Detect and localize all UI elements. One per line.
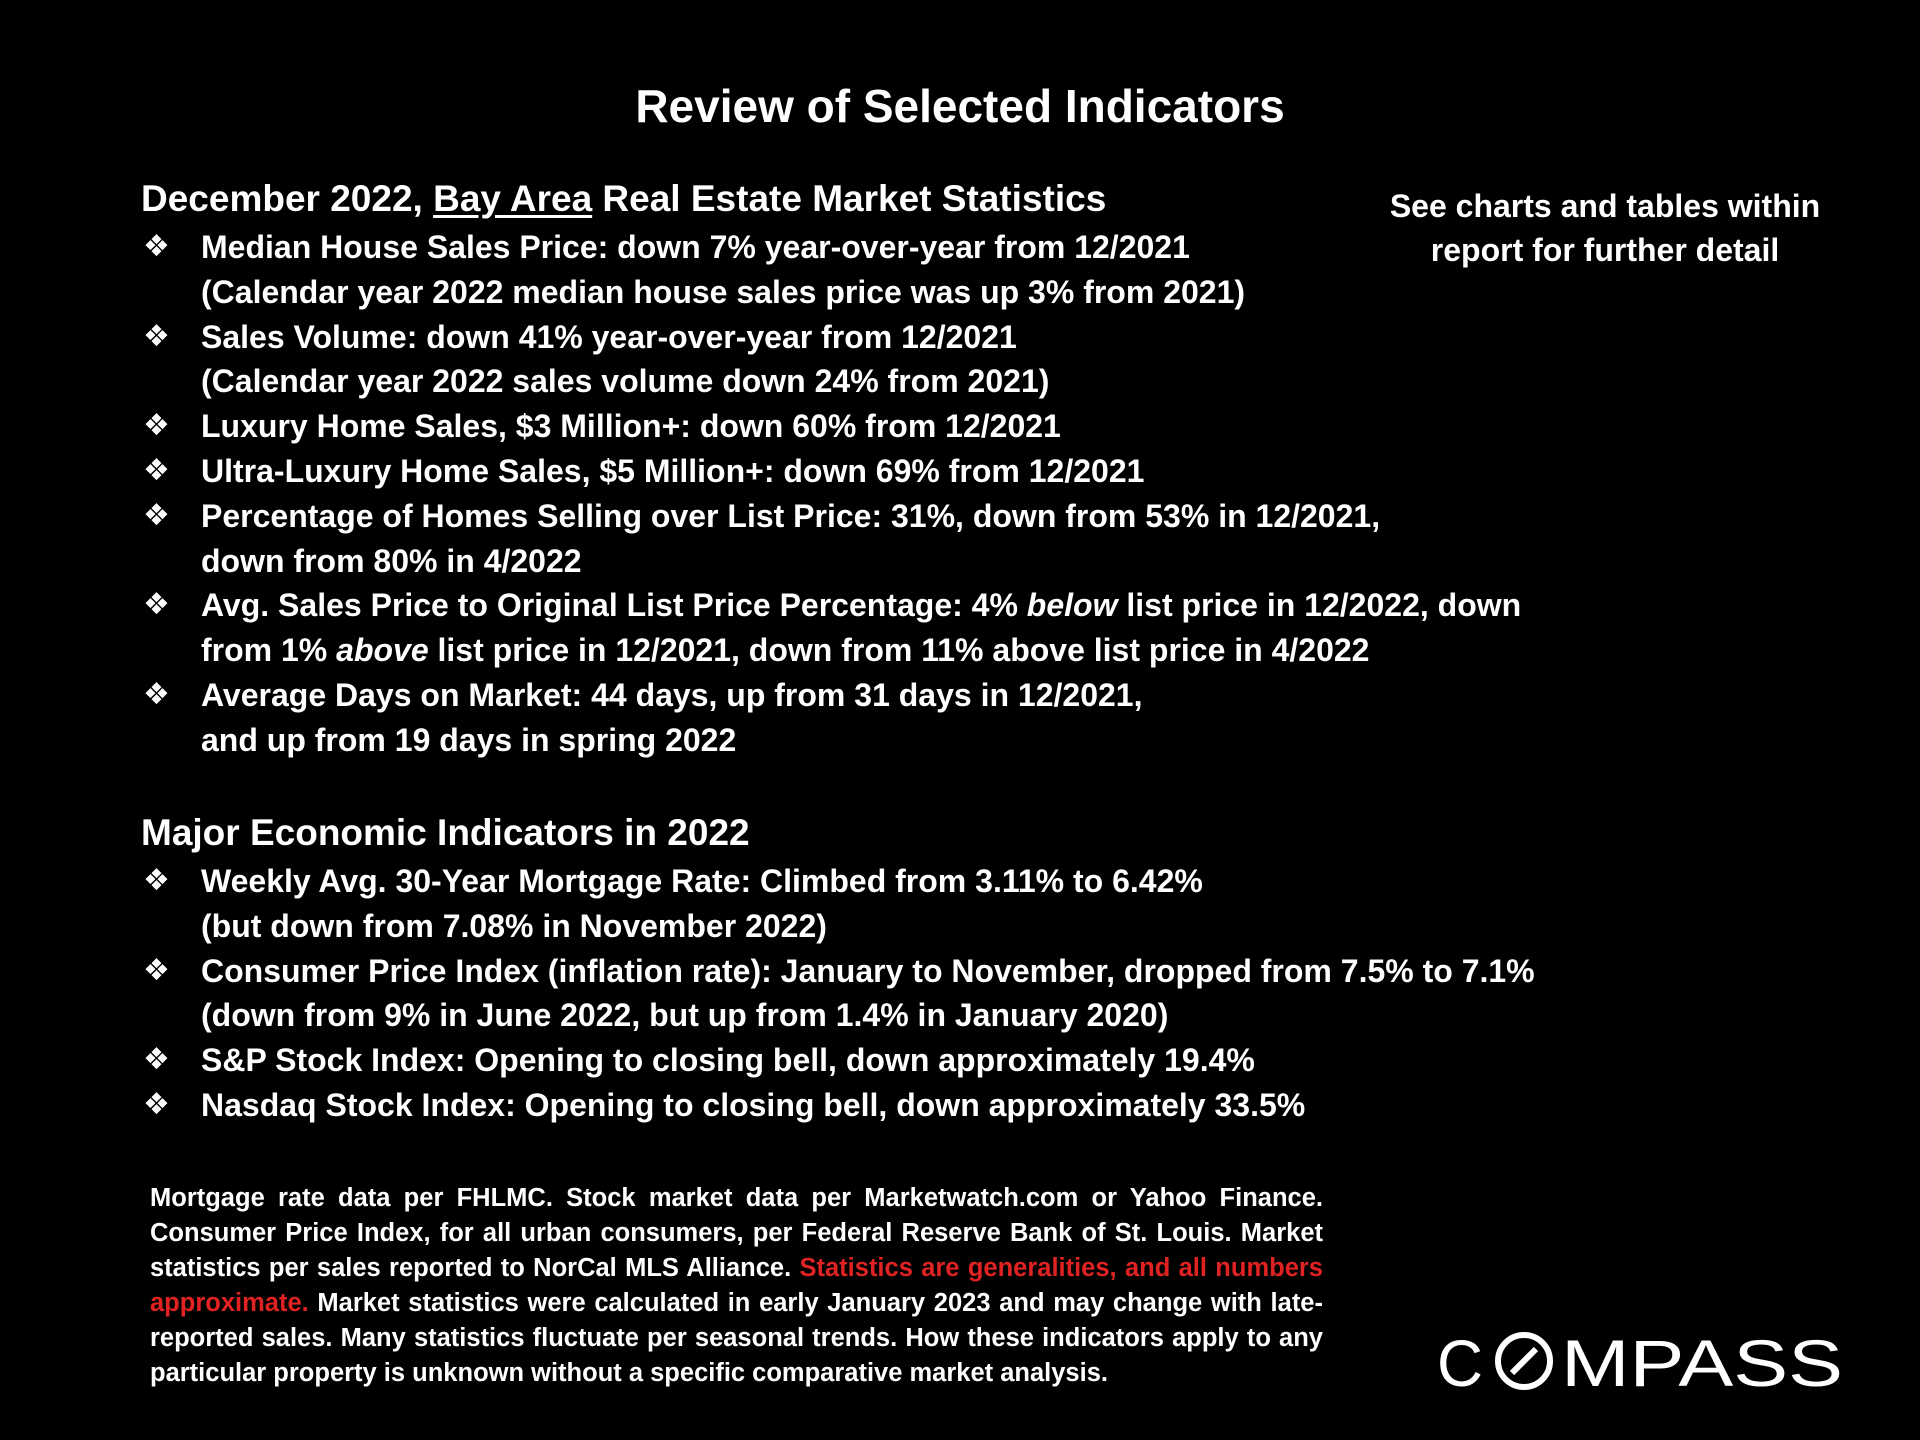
- text-run: list price in 12/2021, down from 11% above list price in 4/2022: [428, 632, 1370, 669]
- bullet-diamond-icon: ❖: [143, 1042, 170, 1078]
- footnote-text: Mortgage rate data per FHLMC. Stock market data per Marketwatch.com or Yahoo Finance. Consumer Price Index, for all urban consumers, per Federal Reserve Bank of St. Louis. Market statistics per sales reported to NorCal MLS Alliance.: [150, 1184, 1323, 1282]
- list-item: [141, 673, 1701, 763]
- bullet-line: Ultra-Luxury Home Sales, $5 Million+: down 69% from 12/2021: [201, 452, 1145, 489]
- bullet-line: Average Days on Market: 44 days, up from 31 days in 12/2021,: [201, 676, 1143, 713]
- compass-logo: [1437, 1328, 1843, 1394]
- list-item: [141, 494, 1701, 584]
- bullet-diamond-icon: ❖: [143, 452, 170, 488]
- logo-text-c: C: [1437, 1328, 1483, 1394]
- bullet-line: Nasdaq Stock Index: Opening to closing bell, down approximately 33.5%: [201, 1086, 1306, 1123]
- bullet-diamond-icon: ❖: [143, 1086, 170, 1122]
- footnote-disclaimer: Statistics are generalities, and all numbers approximate.: [150, 1254, 1323, 1317]
- bullet-line: Median House Sales Price: down 7% year-over-year from 12/2021: [201, 229, 1190, 265]
- bullet-diamond-icon: ❖: [143, 952, 170, 988]
- bullet-diamond-icon: ❖: [143, 229, 170, 264]
- list-item: [141, 583, 1701, 673]
- section-heading-market-stats: [141, 176, 1106, 222]
- bullet-line: (Calendar year 2022 median house sales price was up 3% from 2021): [201, 273, 1246, 310]
- heading-suffix: Real Estate Market Statistics: [592, 178, 1107, 219]
- bullet-line: [201, 583, 1701, 628]
- list-item: [141, 859, 1701, 949]
- bullet-line: and up from 19 days in spring 2022: [201, 721, 737, 758]
- bullet-line: (but down from 7.08% in November 2022): [201, 907, 827, 944]
- side-note-line: See charts and tables within: [1389, 188, 1821, 224]
- bullet-line: (down from 9% in June 2022, but up from 1.4% in January 2020): [201, 997, 1169, 1034]
- section-heading-economic: Major Economic Indicators in 2022: [141, 812, 750, 853]
- bullet-line: Percentage of Homes Selling over List Price: 31%, down from 53% in 12/2021,: [201, 497, 1381, 534]
- list-item: [141, 449, 1701, 494]
- bullet-line: [201, 628, 1701, 673]
- bullet-line: Weekly Avg. 30-Year Mortgage Rate: Climbed from 3.11% to 6.42%: [201, 863, 1203, 899]
- bullet-line: Luxury Home Sales, $3 Million+: down 60% from 12/2021: [201, 408, 1061, 445]
- text-run: Avg. Sales Price to Original List Price Percentage: 4%: [201, 587, 1027, 624]
- list-item: [141, 315, 1701, 405]
- bullet-line: (Calendar year 2022 sales volume down 24% from 2021): [201, 363, 1050, 400]
- list-item: [141, 225, 1701, 315]
- bullet-diamond-icon: ❖: [143, 587, 170, 623]
- bullet-diamond-icon: ❖: [143, 497, 170, 533]
- bullet-diamond-icon: ❖: [143, 318, 170, 354]
- text-run: list price in 12/2022, down: [1117, 587, 1522, 624]
- bullet-diamond-icon: ❖: [143, 676, 170, 712]
- emphasis-text: above: [336, 632, 429, 669]
- bullet-diamond-icon: ❖: [143, 863, 170, 898]
- list-item: [141, 404, 1701, 449]
- footnote: [150, 1181, 1323, 1391]
- compass-o-icon: [1498, 1335, 1550, 1387]
- bullet-line: S&P Stock Index: Opening to closing bell, down approximately 19.4%: [201, 1042, 1255, 1079]
- footnote-text: Market statistics were calculated in early January 2023 and may change with late-reported sales. Many statistics fluctuate per seasonal trends. How these indicators apply to any particular property is unknown without a specific comparative market analysis.: [150, 1289, 1323, 1387]
- side-note-line: report for further detail: [1430, 232, 1780, 268]
- bullet-diamond-icon: ❖: [143, 408, 170, 444]
- bullet-line: down from 80% in 4/2022: [201, 542, 582, 579]
- emphasis-text: below: [1026, 587, 1118, 624]
- list-item: [141, 949, 1701, 1039]
- market-stats-list: [141, 225, 1701, 763]
- economic-indicators-list: [141, 859, 1701, 1128]
- heading-prefix: December 2022,: [141, 178, 434, 219]
- heading-region: Bay Area: [433, 178, 593, 219]
- list-item: [141, 1038, 1701, 1083]
- page-title: Review of Selected Indicators: [635, 80, 1285, 132]
- text-run: from 1%: [201, 632, 337, 669]
- list-item: [141, 1083, 1701, 1128]
- logo-text-rest: MPASS: [1561, 1328, 1843, 1394]
- bullet-line: Consumer Price Index (inflation rate): January to November, dropped from 7.5% to 7.1%: [201, 952, 1535, 989]
- bullet-line: Sales Volume: down 41% year-over-year from 12/2021: [201, 318, 1017, 355]
